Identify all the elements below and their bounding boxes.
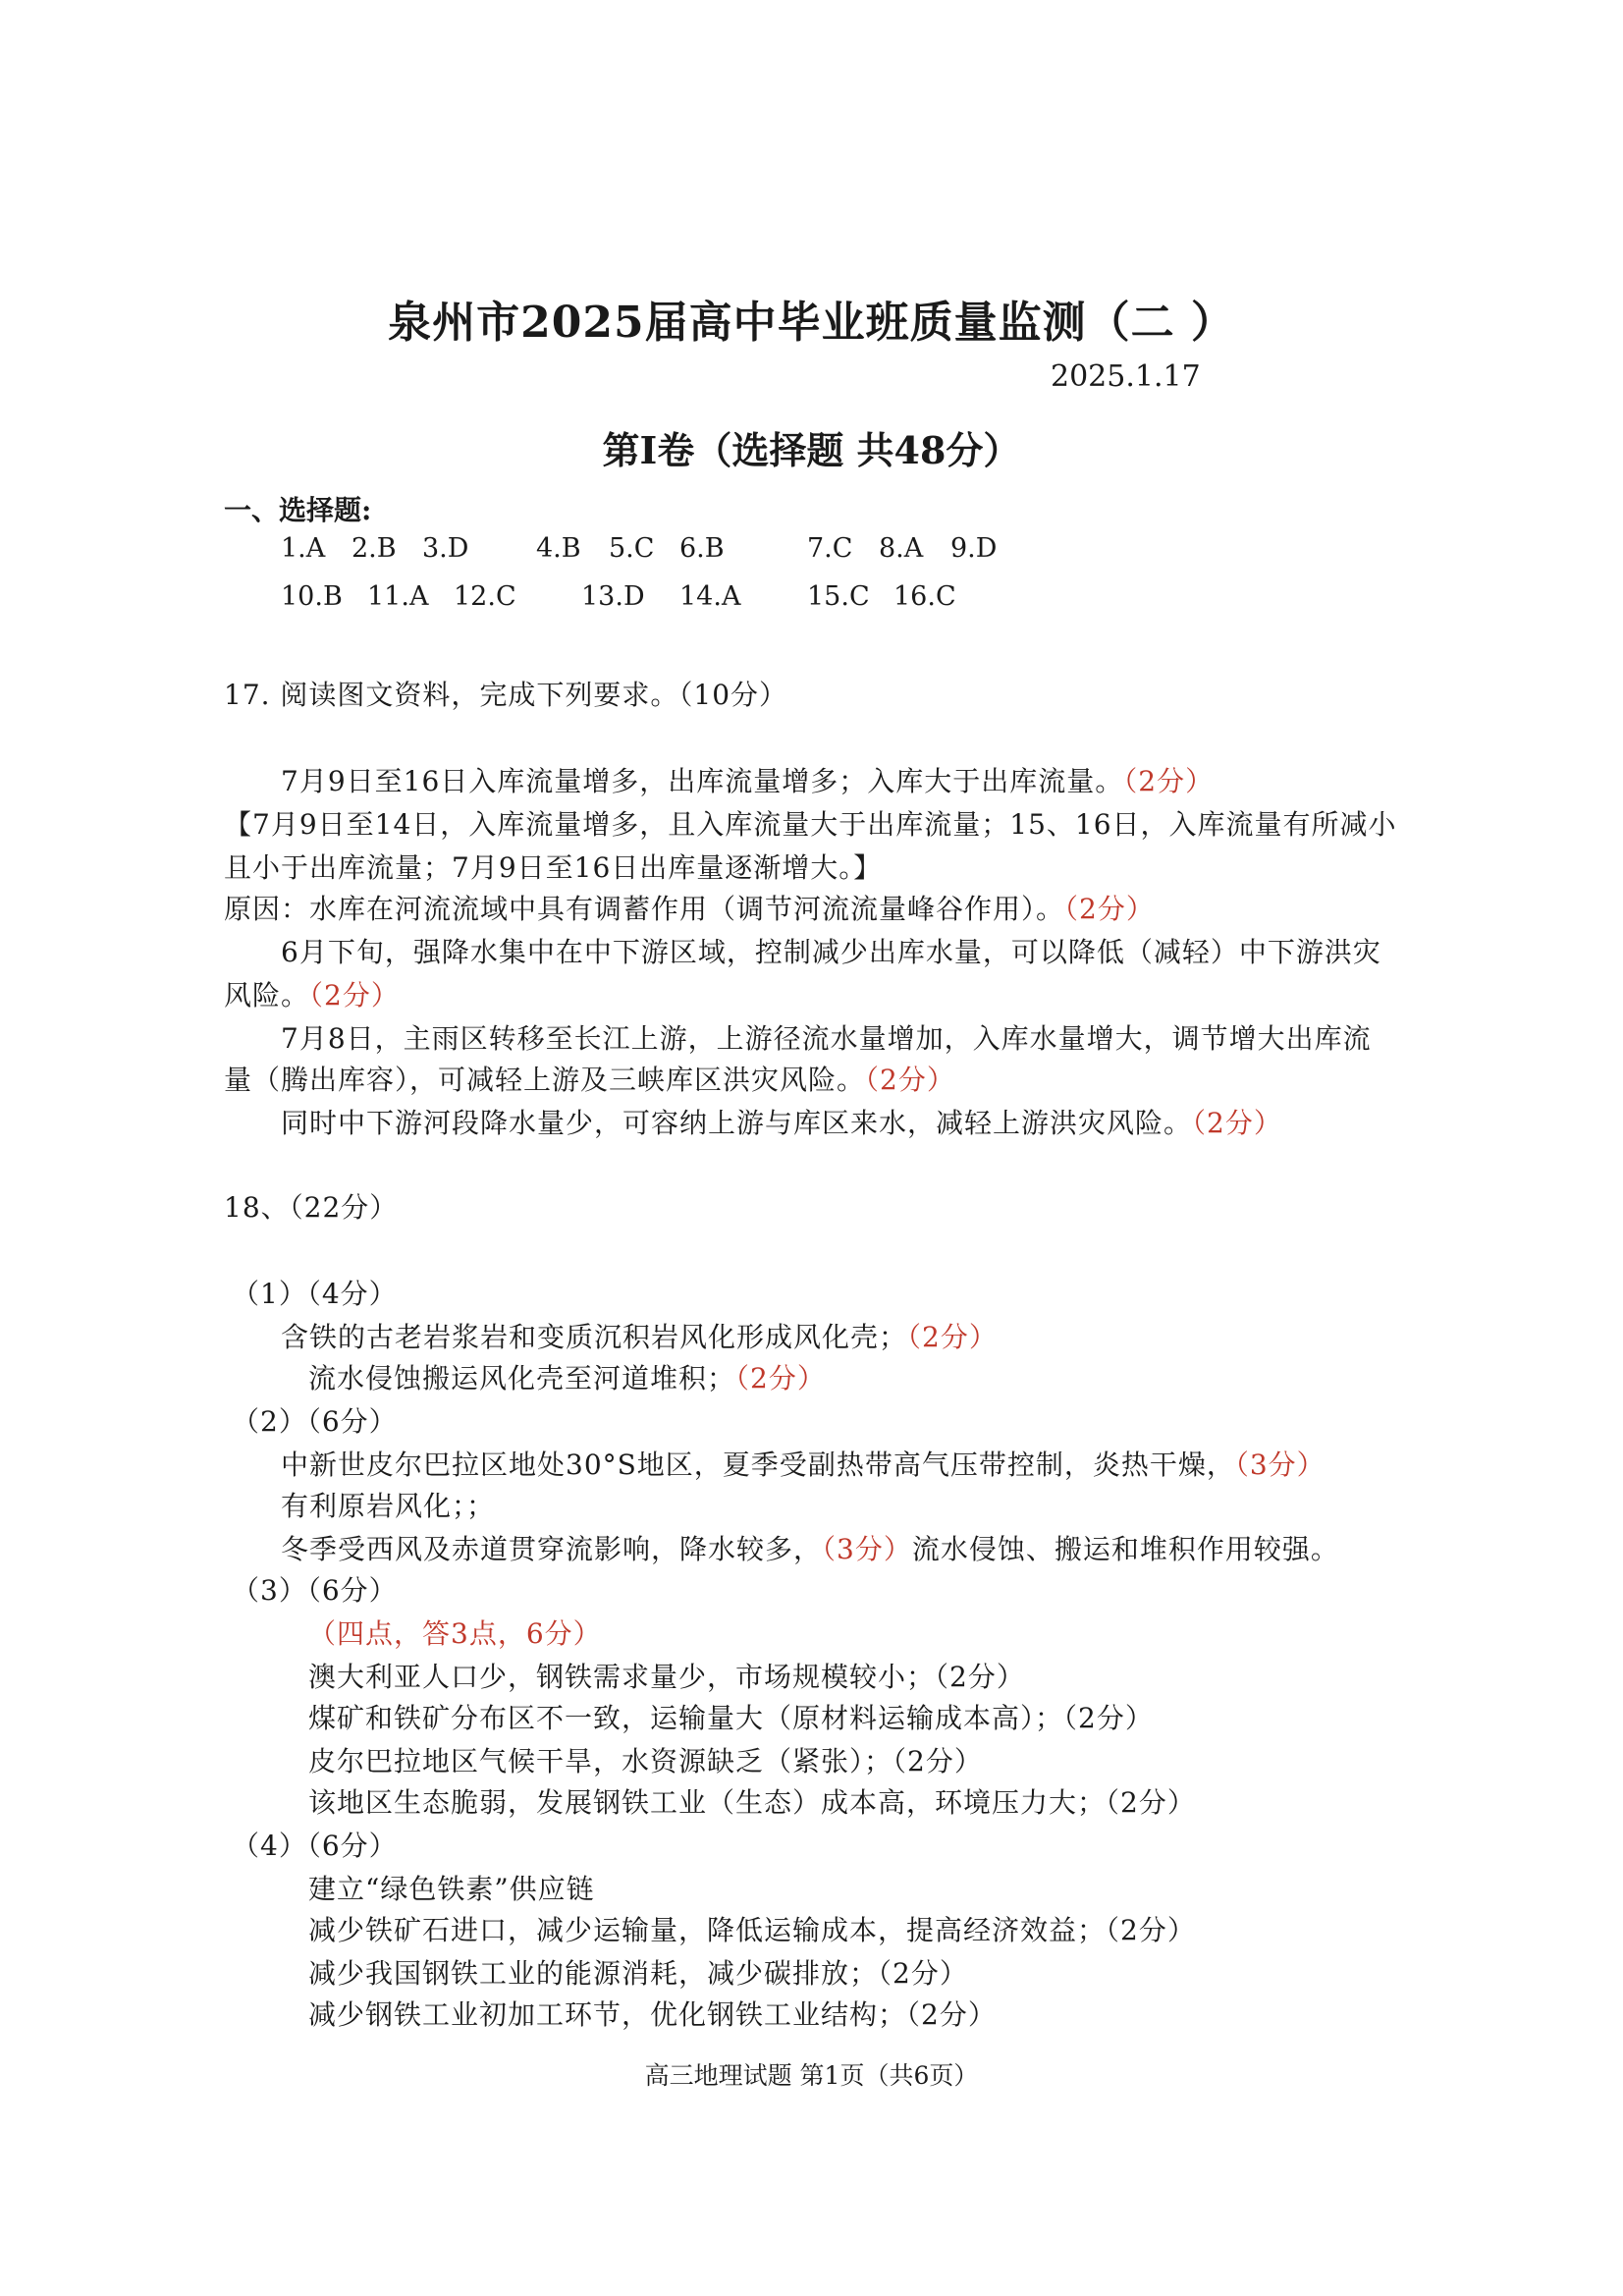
- page-title: 泉州市2025届高中毕业班质量监测（二 ）: [388, 298, 1235, 348]
- q17-p1-points: （2分）: [1123, 765, 1215, 797]
- volume-title: 第Ⅰ卷（选择题 共48分）: [602, 428, 1021, 472]
- q17-heading: 17. 阅读图文资料，完成下列要求。（10分）: [224, 679, 788, 711]
- q17-paragraph-9: [281, 1102, 1282, 1141]
- q18-sub3-heading: （3）（6分）: [232, 1574, 398, 1607]
- q18-sub3-note: （四点，答3点，6分）: [308, 1617, 602, 1650]
- q18-sub3-line-3: 皮尔巴拉地区气候干旱，水资源缺乏（紧张）；（2分）: [308, 1745, 983, 1777]
- q18-sub4-line-1: 建立“绿色铁素”供应链: [308, 1873, 595, 1905]
- q18-sub2-line-1: [281, 1444, 1325, 1483]
- answer-6: 6.B: [679, 533, 725, 564]
- answer-1: 1.A: [281, 533, 326, 564]
- answer-13: 13.D: [581, 581, 645, 612]
- q17-paragraph-2: 【7月9日至14日，入库流量增多，且入库流量大于出库流量；15、16日，入库流量有所减小: [224, 808, 1397, 841]
- q18-s1-l2-points: （2分）: [735, 1362, 826, 1394]
- q17-p6-points: （2分）: [309, 979, 400, 1011]
- q17-paragraph-5: 6月下旬，强降水集中在中下游区域，控制减少出库水量，可以降低（减轻）中下游洪灾: [281, 936, 1381, 968]
- q17-p1-text: 7月9日至16日入库流量增多，出库流量增多；入库大于出库流量。: [281, 765, 1124, 797]
- answer-8: 8.A: [879, 533, 924, 564]
- exam-date: 2025.1.17: [1051, 359, 1201, 394]
- answer-4: 4.B: [536, 533, 581, 564]
- q18-s1-l2-text: 流水侵蚀搬运风化壳至河道堆积；: [308, 1362, 736, 1394]
- q17-p8-points: （2分）: [865, 1064, 955, 1096]
- q18-s2-l3-points: （3分）: [822, 1533, 912, 1565]
- q18-s1-l1-points: （2分）: [907, 1321, 998, 1353]
- answer-14: 14.A: [679, 581, 741, 612]
- answer-7: 7.C: [807, 533, 853, 564]
- q18-sub3-line-1: 澳大利亚人口少，钢铁需求量少，市场规模较小；（2分）: [308, 1661, 1025, 1693]
- answer-3: 3.D: [422, 533, 469, 564]
- page-footer: 高三地理试题 第1页（共6页）: [644, 2061, 979, 2090]
- answer-16: 16.C: [893, 581, 956, 612]
- q17-p6-text: 风险。: [224, 979, 310, 1011]
- q17-p9-text: 同时中下游河段降水量少，可容纳上游与库区来水，减轻上游洪灾风险。: [281, 1107, 1193, 1139]
- q17-p4-text: 原因：水库在河流流域中具有调蓄作用（调节河流流量峰谷作用）。: [224, 893, 1065, 925]
- q17-paragraph-3: 且小于出库流量；7月9日至16日出库量逐渐增大。】: [224, 851, 883, 884]
- q18-sub4-line-4: 减少钢铁工业初加工环节，优化钢铁工业结构；（2分）: [308, 1998, 997, 2031]
- q18-s1-l1-text: 含铁的古老岩浆岩和变质沉积岩风化形成风化壳；: [281, 1321, 908, 1353]
- q17-paragraph-1: [281, 760, 1214, 799]
- q17-p4-points: （2分）: [1064, 893, 1155, 925]
- q18-sub2-heading: （2）（6分）: [232, 1405, 398, 1438]
- q18-sub1-line-2: [308, 1357, 826, 1396]
- q18-sub2-line-3: [281, 1528, 1339, 1567]
- q17-paragraph-8: [224, 1059, 955, 1098]
- q17-p9-points: （2分）: [1192, 1107, 1282, 1139]
- q18-sub4-line-3: 减少我国钢铁工业的能源消耗，减少碳排放；（2分）: [308, 1957, 968, 1990]
- answer-12: 12.C: [454, 581, 516, 612]
- section1-heading: 一、选择题:: [224, 494, 372, 526]
- q18-sub1-heading: （1）（4分）: [232, 1278, 398, 1310]
- answer-10: 10.B: [281, 581, 343, 612]
- q18-sub3-line-2: 煤矿和铁矿分布区不一致，运输量大（原材料运输成本高）；（2分）: [308, 1702, 1154, 1734]
- answer-15: 15.C: [807, 581, 870, 612]
- q18-sub4-line-2: 减少铁矿石进口，减少运输量，降低运输成本，提高经济效益；（2分）: [308, 1914, 1196, 1946]
- q18-sub2-line-2: 有利原岩风化；；: [281, 1490, 496, 1522]
- q18-sub1-line-1: [281, 1316, 998, 1355]
- q18-heading: 18、（22分）: [224, 1191, 399, 1224]
- answer-5: 5.C: [609, 533, 655, 564]
- q18-s2-l1-points: （3分）: [1234, 1449, 1325, 1481]
- q18-s2-l1-text: 中新世皮尔巴拉区地处30°S地区，夏季受副热带高气压带控制，炎热干燥，: [281, 1449, 1235, 1481]
- answer-11: 11.A: [367, 581, 429, 612]
- answer-9: 9.D: [950, 533, 998, 564]
- q18-sub3-line-4: 该地区生态脆弱，发展钢铁工业（生态）成本高，环境压力大；（2分）: [308, 1786, 1196, 1819]
- q17-paragraph-7: 7月8日，主雨区转移至长江上游，上游径流水量增加，入库水量增大，调节增大出库流: [281, 1022, 1372, 1055]
- q18-sub4-heading: （4）（6分）: [232, 1830, 398, 1862]
- q17-paragraph-6: [224, 974, 400, 1013]
- q18-s2-l3a-text: 冬季受西风及赤道贯穿流影响，降水较多，: [281, 1533, 823, 1565]
- q17-p8-text: 量（腾出库容），可减轻上游及三峡库区洪灾风险。: [224, 1064, 866, 1096]
- q17-paragraph-4: [224, 888, 1155, 927]
- q18-s2-l3b-text: 流水侵蚀、搬运和堆积作用较强。: [911, 1533, 1339, 1565]
- answer-2: 2.B: [352, 533, 397, 564]
